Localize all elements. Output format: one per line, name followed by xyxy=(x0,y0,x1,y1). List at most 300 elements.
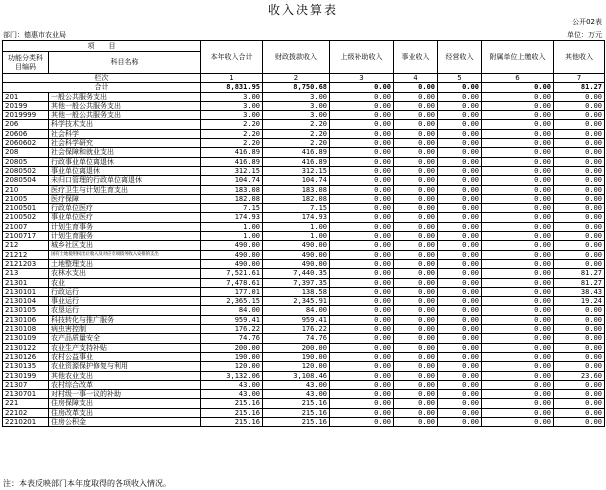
amount-cell: 0.00 xyxy=(438,417,482,426)
table-row xyxy=(3,166,605,175)
amount-cell: 2,345.91 xyxy=(263,297,330,306)
col-other-header: 其他收入 xyxy=(554,41,605,74)
amount-cell: 182.08 xyxy=(201,194,263,203)
table-row xyxy=(3,139,605,148)
amount-cell: 2.20 xyxy=(263,129,330,138)
item-group-header: 项 目 xyxy=(3,41,201,52)
amount-cell: 215.16 xyxy=(201,417,263,426)
amount-cell: 0.00 xyxy=(394,325,438,334)
amount-cell: 23.60 xyxy=(554,371,605,380)
amount-cell: 0.00 xyxy=(554,148,605,157)
func-code-cell: 2130101 xyxy=(3,287,49,296)
amount-cell: 215.16 xyxy=(263,417,330,426)
amount-cell: 3.00 xyxy=(263,92,330,101)
table-row xyxy=(3,315,605,324)
amount-cell: 183.08 xyxy=(201,185,263,194)
amount-cell: 490.00 xyxy=(263,241,330,250)
amount-cell: 0.00 xyxy=(438,101,482,110)
table-row xyxy=(3,250,605,259)
unit-label: 单位：万元 xyxy=(567,31,602,39)
amount-cell: 0.00 xyxy=(438,129,482,138)
amount-cell: 0.00 xyxy=(330,92,394,101)
subject-name-cell: 农垦运行 xyxy=(49,306,201,315)
amount-cell: 0.00 xyxy=(554,334,605,343)
amount-cell: 0.00 xyxy=(438,278,482,287)
amount-cell: 0.00 xyxy=(554,232,605,241)
func-code-header: 功能分类科目编码 xyxy=(3,52,49,74)
amount-cell: 0.00 xyxy=(482,399,554,408)
func-code-cell: 206 xyxy=(3,120,49,129)
amount-cell: 74.76 xyxy=(201,334,263,343)
subject-name-cell: 其他一般公共服务支出 xyxy=(49,101,201,110)
lane-num: 2 xyxy=(263,74,330,83)
subject-name-cell: 其他农业支出 xyxy=(49,371,201,380)
amount-cell: 0.00 xyxy=(554,185,605,194)
amount-cell: 0.00 xyxy=(554,111,605,120)
amount-cell: 0.00 xyxy=(394,390,438,399)
subject-name-cell: 农业生产支持补贴 xyxy=(49,343,201,352)
amount-cell: 0.00 xyxy=(554,352,605,361)
amount-cell: 190.00 xyxy=(263,352,330,361)
amount-cell: 0.00 xyxy=(394,269,438,278)
amount-cell: 7.15 xyxy=(263,204,330,213)
subject-name-cell: 社会科学研究 xyxy=(49,139,201,148)
amount-cell: 0.00 xyxy=(330,334,394,343)
lane-num: 5 xyxy=(438,74,482,83)
func-code-cell: 2130105 xyxy=(3,306,49,315)
subject-name-cell: 农业资源保护修复与利用 xyxy=(49,362,201,371)
amount-cell: 74.76 xyxy=(263,334,330,343)
subject-name-cell: 病虫害控制 xyxy=(49,325,201,334)
amount-cell: 0.00 xyxy=(554,399,605,408)
lane-num: 7 xyxy=(554,74,605,83)
amount-cell: 416.89 xyxy=(201,148,263,157)
amount-cell: 0.00 xyxy=(394,315,438,324)
table-row xyxy=(3,241,605,250)
amount-cell: 0.00 xyxy=(394,213,438,222)
func-code-cell: 22102 xyxy=(3,408,49,417)
total-row xyxy=(3,83,605,92)
amount-cell: 2.20 xyxy=(201,129,263,138)
amount-cell: 0.00 xyxy=(482,213,554,222)
amount-cell: 0.00 xyxy=(482,334,554,343)
amount-cell: 200.00 xyxy=(201,343,263,352)
amount-cell: 0.00 xyxy=(394,139,438,148)
amount-cell: 0.00 xyxy=(482,278,554,287)
func-code-cell: 21301 xyxy=(3,278,49,287)
table-row xyxy=(3,408,605,417)
amount-cell: 312.15 xyxy=(263,166,330,175)
amount-cell: 490.00 xyxy=(263,259,330,268)
subject-name-cell: 土地整理支出 xyxy=(49,259,201,268)
amount-cell: 0.00 xyxy=(394,334,438,343)
amount-cell: 0.00 xyxy=(438,120,482,129)
table-row xyxy=(3,306,605,315)
amount-cell: 0.00 xyxy=(394,185,438,194)
amount-cell: 0.00 xyxy=(330,343,394,352)
subject-name-cell: 其他一般公共服务支出 xyxy=(49,111,201,120)
subject-name-cell: 住房保障支出 xyxy=(49,399,201,408)
table-row xyxy=(3,371,605,380)
amount-cell: 7,521.61 xyxy=(201,269,263,278)
col-superior-header: 上级补助收入 xyxy=(330,41,394,74)
amount-cell: 0.00 xyxy=(554,213,605,222)
amount-cell: 3.00 xyxy=(263,111,330,120)
amount-cell: 416.89 xyxy=(263,148,330,157)
amount-cell: 0.00 xyxy=(438,204,482,213)
subject-name-cell: 科学技术支出 xyxy=(49,120,201,129)
amount-cell: 1.00 xyxy=(201,232,263,241)
amount-cell: 0.00 xyxy=(482,380,554,389)
amount-cell: 0.00 xyxy=(482,315,554,324)
subject-name-cell: 医疗保障 xyxy=(49,194,201,203)
amount-cell: 0.00 xyxy=(554,194,605,203)
amount-cell: 416.89 xyxy=(201,157,263,166)
amount-cell: 0.00 xyxy=(394,259,438,268)
amount-cell: 0.00 xyxy=(330,315,394,324)
amount-cell: 0.00 xyxy=(554,92,605,101)
func-code-cell: 2130108 xyxy=(3,325,49,334)
subject-name-cell: 国有土地使用权出让收入及对应专项债务收入安排的支出 xyxy=(49,250,201,259)
amount-cell: 0.00 xyxy=(330,129,394,138)
amount-cell: 0.00 xyxy=(482,166,554,175)
amount-cell: 0.00 xyxy=(330,259,394,268)
subject-name-cell: 事业单位医疗 xyxy=(49,213,201,222)
amount-cell: 0.00 xyxy=(482,139,554,148)
table-row xyxy=(3,352,605,361)
subject-name-cell: 行政事业单位离退休 xyxy=(49,157,201,166)
amount-cell: 0.00 xyxy=(438,148,482,157)
amount-cell: 0.00 xyxy=(482,101,554,110)
amount-cell: 0.00 xyxy=(554,315,605,324)
amount-cell: 0.00 xyxy=(438,352,482,361)
amount-cell: 0.00 xyxy=(330,101,394,110)
func-code-cell: 2100501 xyxy=(3,204,49,213)
func-code-cell: 2080502 xyxy=(3,166,49,175)
amount-cell: 490.00 xyxy=(201,259,263,268)
lane-row xyxy=(3,74,605,83)
amount-cell: 0.00 xyxy=(554,362,605,371)
table-row xyxy=(3,120,605,129)
amount-cell: 176.22 xyxy=(201,325,263,334)
amount-cell: 0.00 xyxy=(554,343,605,352)
amount-cell: 0.00 xyxy=(482,204,554,213)
amount-cell: 490.00 xyxy=(201,250,263,259)
amount-cell: 0.00 xyxy=(330,352,394,361)
amount-cell: 120.00 xyxy=(263,362,330,371)
amount-cell: 0.00 xyxy=(330,325,394,334)
amount-cell: 215.16 xyxy=(263,408,330,417)
amount-cell: 0.00 xyxy=(330,111,394,120)
table-row xyxy=(3,111,605,120)
subject-name-cell: 农业 xyxy=(49,278,201,287)
amount-cell: 0.00 xyxy=(554,176,605,185)
amount-cell: 0.00 xyxy=(330,185,394,194)
func-code-cell: 2130126 xyxy=(3,352,49,361)
table-row xyxy=(3,148,605,157)
amount-cell: 0.00 xyxy=(330,166,394,175)
total-label: 合计 xyxy=(3,83,201,92)
amount-cell: 0.00 xyxy=(482,241,554,250)
func-code-cell: 2121203 xyxy=(3,259,49,268)
amount-cell: 0.00 xyxy=(554,250,605,259)
table-row xyxy=(3,278,605,287)
amount-cell: 0.00 xyxy=(482,194,554,203)
amount-cell: 43.00 xyxy=(263,380,330,389)
amount-cell: 0.00 xyxy=(394,129,438,138)
amount-cell: 0.00 xyxy=(394,194,438,203)
amount-cell: 0.00 xyxy=(438,390,482,399)
subject-name-cell: 农产品质量安全 xyxy=(49,334,201,343)
amount-cell: 7,397.35 xyxy=(263,278,330,287)
amount-cell: 0.00 xyxy=(330,194,394,203)
amount-cell: 3.00 xyxy=(263,101,330,110)
amount-cell: 2.20 xyxy=(263,120,330,129)
amount-cell: 0.00 xyxy=(482,157,554,166)
func-code-cell: 21005 xyxy=(3,194,49,203)
subject-name-cell: 一般公共服务支出 xyxy=(49,92,201,101)
amount-cell: 0.00 xyxy=(394,287,438,296)
amount-cell: 0.00 xyxy=(394,343,438,352)
func-code-cell: 2130106 xyxy=(3,315,49,324)
func-code-cell: 2130199 xyxy=(3,371,49,380)
total-value: 0.00 xyxy=(394,83,438,92)
total-value: 8,750.68 xyxy=(263,83,330,92)
lane-num: 4 xyxy=(394,74,438,83)
amount-cell: 0.00 xyxy=(482,352,554,361)
table-row xyxy=(3,390,605,399)
amount-cell: 2.20 xyxy=(263,139,330,148)
amount-cell: 0.00 xyxy=(438,232,482,241)
amount-cell: 0.00 xyxy=(394,399,438,408)
subject-name-header: 科目名称 xyxy=(49,52,201,74)
amount-cell: 0.00 xyxy=(482,417,554,426)
amount-cell: 0.00 xyxy=(554,380,605,389)
amount-cell: 0.00 xyxy=(438,325,482,334)
func-code-cell: 221 xyxy=(3,399,49,408)
amount-cell: 0.00 xyxy=(394,352,438,361)
amount-cell: 0.00 xyxy=(438,399,482,408)
col-affiliate-header: 附属单位上缴收入 xyxy=(482,41,554,74)
total-value: 0.00 xyxy=(438,83,482,92)
amount-cell: 1.00 xyxy=(201,222,263,231)
amount-cell: 0.00 xyxy=(394,380,438,389)
subject-name-cell: 城乡社区支出 xyxy=(49,241,201,250)
amount-cell: 416.89 xyxy=(263,157,330,166)
amount-cell: 0.00 xyxy=(438,176,482,185)
amount-cell: 0.00 xyxy=(330,222,394,231)
amount-cell: 0.00 xyxy=(394,241,438,250)
amount-cell: 0.00 xyxy=(330,148,394,157)
amount-cell: 38.43 xyxy=(554,287,605,296)
func-code-cell: 2130135 xyxy=(3,362,49,371)
amount-cell: 0.00 xyxy=(554,259,605,268)
amount-cell: 0.00 xyxy=(482,408,554,417)
amount-cell: 0.00 xyxy=(330,250,394,259)
amount-cell: 0.00 xyxy=(438,269,482,278)
func-code-cell: 2060602 xyxy=(3,139,49,148)
subject-name-cell: 行政运行 xyxy=(49,287,201,296)
table-row xyxy=(3,157,605,166)
amount-cell: 0.00 xyxy=(330,362,394,371)
amount-cell: 0.00 xyxy=(330,390,394,399)
table-row xyxy=(3,325,605,334)
amount-cell: 0.00 xyxy=(482,390,554,399)
amount-cell: 0.00 xyxy=(438,259,482,268)
func-code-cell: 2130701 xyxy=(3,390,49,399)
amount-cell: 0.00 xyxy=(554,129,605,138)
func-code-cell: 20805 xyxy=(3,157,49,166)
amount-cell: 183.08 xyxy=(263,185,330,194)
func-code-cell: 208 xyxy=(3,148,49,157)
func-code-cell: 2130109 xyxy=(3,334,49,343)
amount-cell: 0.00 xyxy=(330,297,394,306)
table-row xyxy=(3,129,605,138)
amount-cell: 0.00 xyxy=(554,417,605,426)
amount-cell: 190.00 xyxy=(201,352,263,361)
amount-cell: 959.41 xyxy=(263,315,330,324)
func-code-cell: 2080504 xyxy=(3,176,49,185)
func-code-cell: 2130122 xyxy=(3,343,49,352)
amount-cell: 0.00 xyxy=(438,362,482,371)
func-code-cell: 2100502 xyxy=(3,213,49,222)
amount-cell: 0.00 xyxy=(482,232,554,241)
amount-cell: 120.00 xyxy=(201,362,263,371)
amount-cell: 104.74 xyxy=(201,176,263,185)
amount-cell: 0.00 xyxy=(482,362,554,371)
amount-cell: 0.00 xyxy=(394,222,438,231)
amount-cell: 0.00 xyxy=(438,213,482,222)
amount-cell: 490.00 xyxy=(201,241,263,250)
amount-cell: 0.00 xyxy=(554,101,605,110)
amount-cell: 0.00 xyxy=(394,297,438,306)
amount-cell: 0.00 xyxy=(330,176,394,185)
subject-name-cell: 农林水支出 xyxy=(49,269,201,278)
table-row xyxy=(3,194,605,203)
amount-cell: 0.00 xyxy=(330,213,394,222)
table-row xyxy=(3,362,605,371)
amount-cell: 174.93 xyxy=(201,213,263,222)
func-code-cell: 2019999 xyxy=(3,111,49,120)
amount-cell: 0.00 xyxy=(330,139,394,148)
amount-cell: 0.00 xyxy=(554,408,605,417)
amount-cell: 0.00 xyxy=(554,204,605,213)
amount-cell: 174.93 xyxy=(263,213,330,222)
func-code-cell: 212 xyxy=(3,241,49,250)
table-row xyxy=(3,259,605,268)
amount-cell: 0.00 xyxy=(330,241,394,250)
table-row xyxy=(3,213,605,222)
lane-label: 栏次 xyxy=(3,74,201,83)
amount-cell: 0.00 xyxy=(394,176,438,185)
amount-cell: 0.00 xyxy=(554,325,605,334)
lane-num: 1 xyxy=(201,74,263,83)
amount-cell: 312.15 xyxy=(201,166,263,175)
amount-cell: 182.08 xyxy=(263,194,330,203)
func-code-cell: 213 xyxy=(3,269,49,278)
amount-cell: 0.00 xyxy=(438,157,482,166)
subject-name-cell: 行政单位医疗 xyxy=(49,204,201,213)
subject-name-cell: 农村公益事业 xyxy=(49,352,201,361)
func-code-cell: 20606 xyxy=(3,129,49,138)
amount-cell: 0.00 xyxy=(482,92,554,101)
table-row xyxy=(3,417,605,426)
amount-cell: 0.00 xyxy=(330,269,394,278)
amount-cell: 0.00 xyxy=(394,204,438,213)
amount-cell: 959.41 xyxy=(201,315,263,324)
subject-name-cell: 计划生育服务 xyxy=(49,232,201,241)
amount-cell: 0.00 xyxy=(330,408,394,417)
table-row xyxy=(3,222,605,231)
amount-cell: 0.00 xyxy=(554,157,605,166)
amount-cell: 0.00 xyxy=(394,362,438,371)
func-code-cell: 21212 xyxy=(3,250,49,259)
amount-cell: 177.01 xyxy=(201,287,263,296)
total-value: 0.00 xyxy=(330,83,394,92)
subject-name-cell: 住房公积金 xyxy=(49,417,201,426)
amount-cell: 0.00 xyxy=(554,222,605,231)
col-business-header: 事业收入 xyxy=(394,41,438,74)
func-code-cell: 201 xyxy=(3,92,49,101)
amount-cell: 0.00 xyxy=(330,232,394,241)
amount-cell: 0.00 xyxy=(482,269,554,278)
table-row xyxy=(3,101,605,110)
col-operating-header: 经营收入 xyxy=(438,41,482,74)
func-code-cell: 2130104 xyxy=(3,297,49,306)
amount-cell: 0.00 xyxy=(394,101,438,110)
amount-cell: 7,440.35 xyxy=(263,269,330,278)
department-label: 部门：德惠市农业局 xyxy=(3,31,66,39)
amount-cell: 0.00 xyxy=(438,371,482,380)
amount-cell: 43.00 xyxy=(201,380,263,389)
subject-name-cell: 计划生育事务 xyxy=(49,222,201,231)
amount-cell: 2.20 xyxy=(201,120,263,129)
amount-cell: 3,132.06 xyxy=(201,371,263,380)
func-code-cell: 2100717 xyxy=(3,232,49,241)
income-table xyxy=(2,40,605,427)
subject-name-cell: 事业运行 xyxy=(49,297,201,306)
table-row xyxy=(3,185,605,194)
amount-cell: 43.00 xyxy=(263,390,330,399)
amount-cell: 84.00 xyxy=(201,306,263,315)
amount-cell: 0.00 xyxy=(482,129,554,138)
amount-cell: 0.00 xyxy=(438,315,482,324)
amount-cell: 0.00 xyxy=(330,306,394,315)
amount-cell: 0.00 xyxy=(330,278,394,287)
amount-cell: 0.00 xyxy=(438,92,482,101)
amount-cell: 215.16 xyxy=(201,408,263,417)
amount-cell: 0.00 xyxy=(394,120,438,129)
amount-cell: 0.00 xyxy=(482,250,554,259)
table-row xyxy=(3,204,605,213)
amount-cell: 3.00 xyxy=(201,92,263,101)
amount-cell: 0.00 xyxy=(482,259,554,268)
table-row xyxy=(3,287,605,296)
amount-cell: 19.24 xyxy=(554,297,605,306)
amount-cell: 0.00 xyxy=(438,185,482,194)
amount-cell: 0.00 xyxy=(394,408,438,417)
amount-cell: 200.00 xyxy=(263,343,330,352)
func-code-cell: 21007 xyxy=(3,222,49,231)
amount-cell: 0.00 xyxy=(330,157,394,166)
amount-cell: 0.00 xyxy=(438,306,482,315)
footnote: 注：本表反映部门本年度取得的各项收入情况。 xyxy=(3,479,171,488)
amount-cell: 3,108.46 xyxy=(263,371,330,380)
amount-cell: 81.27 xyxy=(554,269,605,278)
amount-cell: 0.00 xyxy=(438,297,482,306)
table-row xyxy=(3,176,605,185)
amount-cell: 0.00 xyxy=(394,166,438,175)
